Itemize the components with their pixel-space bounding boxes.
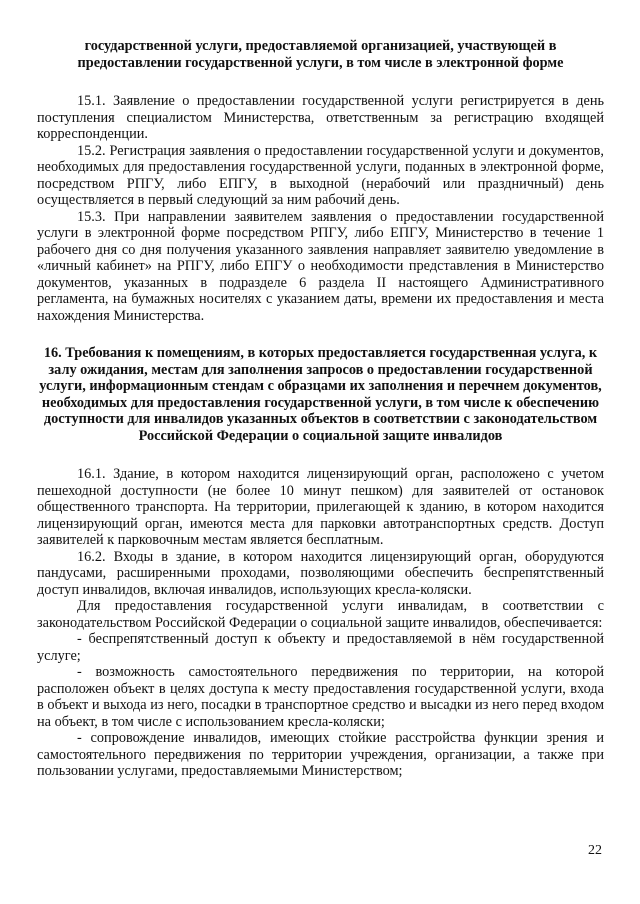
- subsection-heading-continued: государственной услуги, предоставляемой организацией, участвующей в предоставлении государственной услуги, в том числе в электронной форме: [77, 38, 564, 71]
- paragraph-15-2: 15.2. Регистрация заявления о предоставлении государственной услуги и документов, необходимых для предоставления государственной услуги, поданных в электронной форме, посредством РПГУ, либо ЕПГУ, в выходной (нерабочий или праздничный) день осуществляется в первый следующий за ним рабочий день.: [37, 142, 604, 208]
- paragraph-15-1: 15.1. Заявление о предоставлении государственной услуги регистрируется в день поступления специалистом Министерства, ответственным за регистрацию входящей корреспонденции.: [37, 93, 604, 142]
- document-page: [37, 38, 604, 780]
- page-number: 22: [588, 843, 602, 858]
- paragraph-16-1: 16.1. Здание, в котором находится лицензирующий орган, расположено с учетом пешеходной доступности (не более 10 минут пешком) для заявителей от остановок общественного транспорта. На территории, прилегающей к зданию, в котором находится лицензирующий орган, имеются места для парковки автотранспортных средств. Доступ заявителей к парковочным местам является бесплатным.: [37, 466, 604, 548]
- list-item-escort: - сопровождение инвалидов, имеющих стойкие расстройства функции зрения и самостоятельного передвижения по территории учреждения, организации, а также при пользовании услугами, предоставляемыми Министерством;: [37, 730, 604, 779]
- paragraph-16-2: 16.2. Входы в здание, в котором находится лицензирующий орган, оборудуются пандусами, расширенными проходами, позволяющими обеспечить беспрепятственный доступ инвалидов, включая инвалидов, использующих кресла-коляски.: [37, 548, 604, 598]
- section-16-heading: 16. Требования к помещениям, в которых предоставляется государственная услуга, к залу ожидания, местам для заполнения запросов о предоставлении государственной услуги, информационным стендам с образцами их заполнения и перечнем документов, необходимых для предоставления государственной услуги, в том числе к обеспечению доступности для инвалидов указанных объектов в соответствии с законодательством Российской Федерации о социальной защите инвалидов: [39, 345, 602, 444]
- paragraph-disabled-intro: Для предоставления государственной услуги инвалидам, в соответствии с законодательством Российской Федерации о социальной защите инвалидов, обеспечивается:: [37, 598, 604, 631]
- list-item-access: - беспрепятственный доступ к объекту и предоставляемой в нём государственной услуге;: [37, 631, 604, 664]
- list-item-movement: - возможность самостоятельного передвижения по территории, на которой расположен объект в целях доступа к месту предоставления государственной услуги, входа в объект и выхода из него, посадки в транспортное средство и высадки из него перед входом на объект, в том числе с использованием кресла-коляски;: [37, 664, 604, 730]
- paragraph-15-3: 15.3. При направлении заявителем заявления о предоставлении государственной услуги в электронной форме посредством РПГУ, либо ЕПГУ, Министерство в течение 1 рабочего дня со дня получения указанного заявления направляет заявителю уведомление в «личный кабинет» на РПГУ, либо ЕПГУ о необходимости представления в Министерство документов, указанных в подразделе 6 раздела II настоящего Административного регламента, на бумажных носителях с указанием даты, времени их предоставления и места нахождения Министерства.: [37, 208, 604, 324]
